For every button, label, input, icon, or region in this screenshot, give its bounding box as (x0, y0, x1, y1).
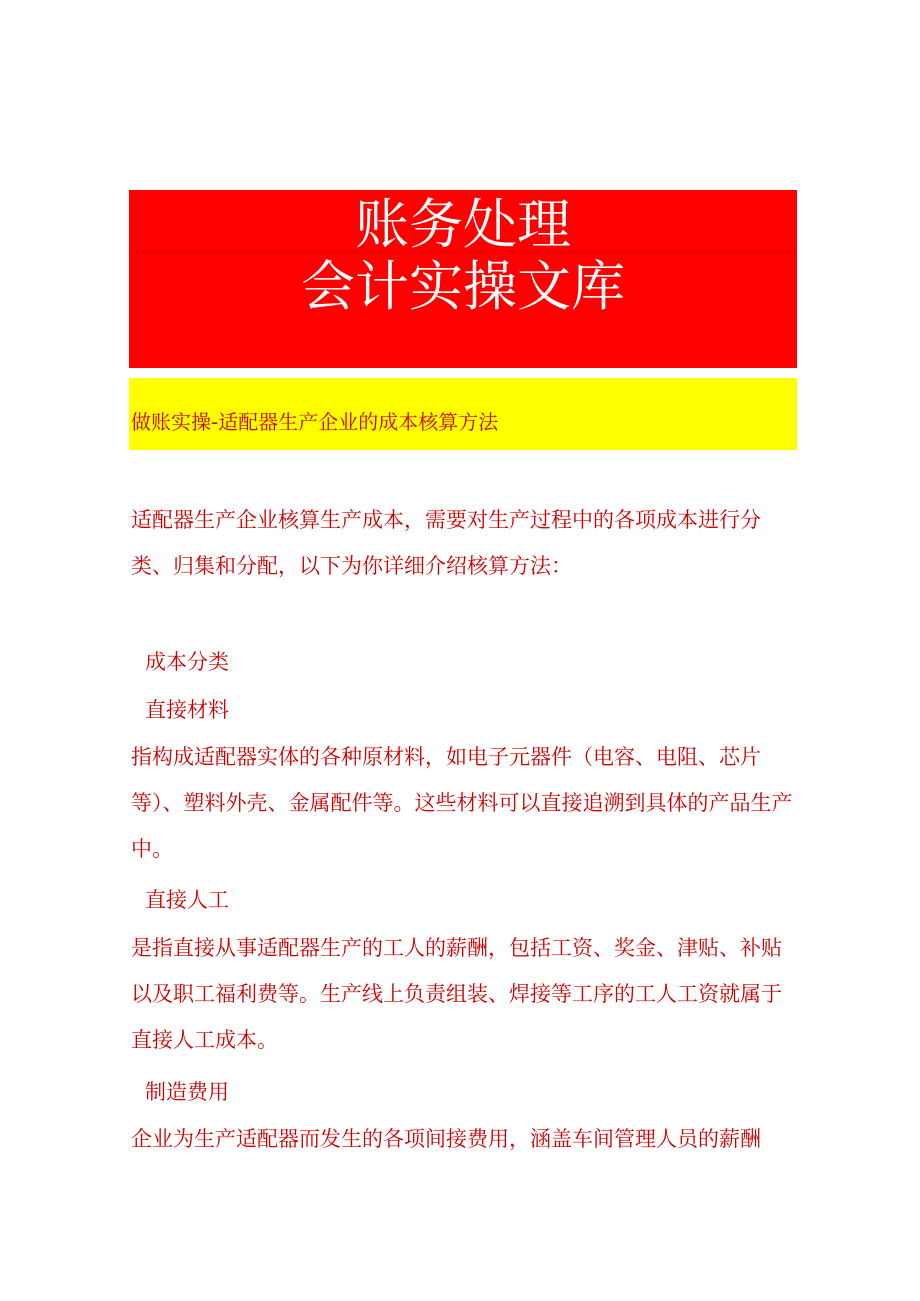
section-heading-cost-classification: 成本分类 (145, 650, 229, 674)
section-heading-direct-materials: 直接材料 (145, 698, 229, 722)
banner-title-line-2: 会计实操文库 (301, 255, 625, 318)
section-heading-direct-labor: 直接人工 (145, 888, 229, 912)
document-subtitle: 做账实操-适配器生产企业的成本核算方法 (131, 410, 499, 434)
paragraph-direct-materials: 指构成适配器实体的各种原材料，如电子元器件（电容、电阻、芯片等）、塑料外壳、金属配件等。这些材料可以直接追溯到具体的产品生产中。 (131, 745, 793, 861)
paragraph-direct-labor: 是指直接从事适配器生产的工人的薪酬，包括工资、奖金、津贴、补贴以及职工福利费等。生产线上负责组装、焊接等工序的工人工资就属于直接人工成本。 (131, 936, 782, 1052)
intro-paragraph: 适配器生产企业核算生产成本，需要对生产过程中的各项成本进行分类、归集和分配，以下为你详细介绍核算方法： (131, 508, 761, 578)
banner-title-line-1: 账务处理 (355, 193, 571, 256)
paragraph-manufacturing-overhead: 企业为生产适配器而发生的各项间接费用，涵盖车间管理人员的薪酬 (131, 1127, 761, 1151)
section-heading-manufacturing-overhead: 制造费用 (145, 1080, 229, 1104)
subtitle-bar (129, 378, 797, 450)
